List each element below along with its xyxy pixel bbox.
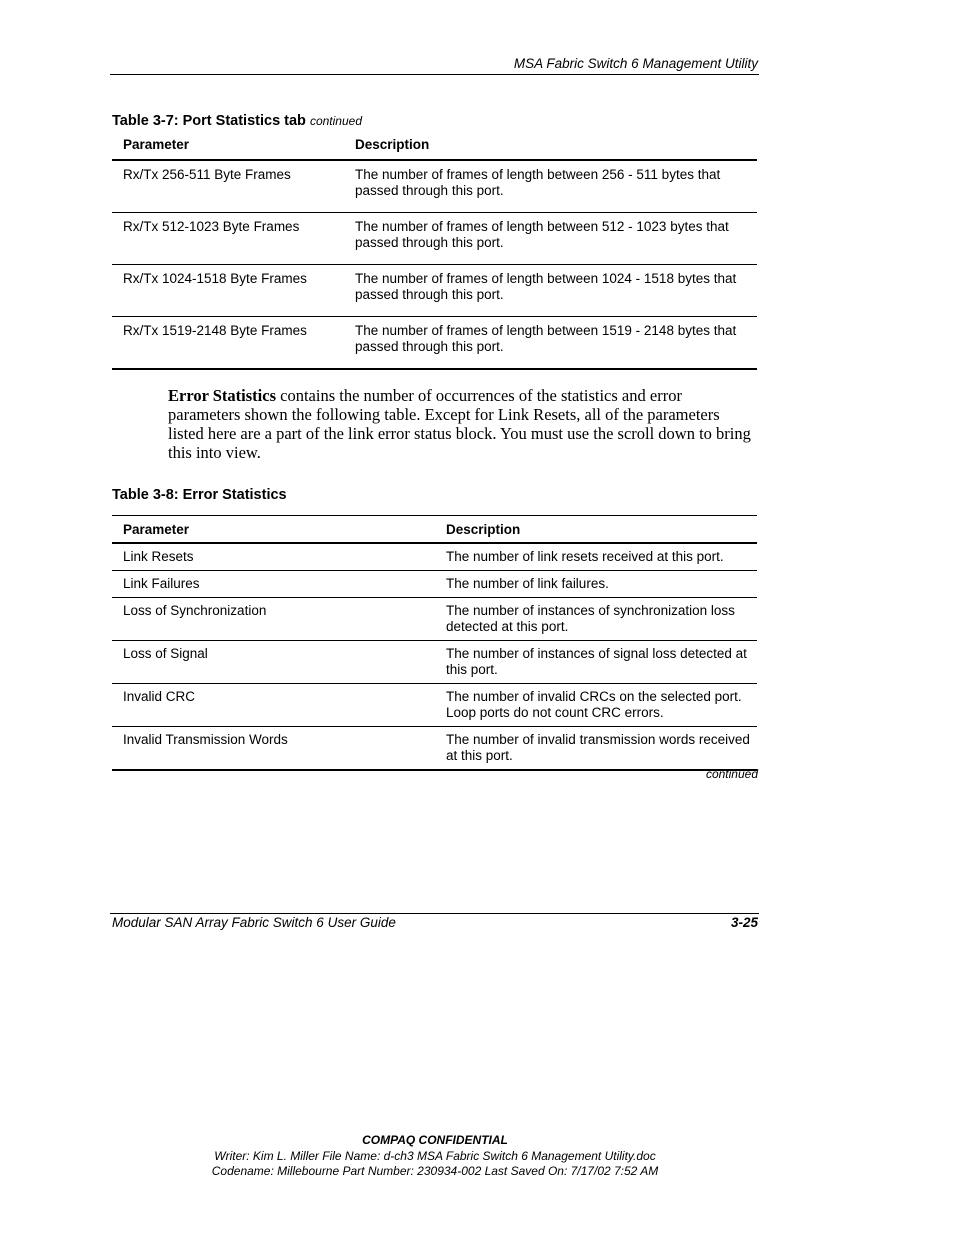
- confidential-notice: [0, 1133, 870, 1180]
- parameter-cell: Loss of Signal: [112, 641, 435, 684]
- description-cell: The number of instances of signal loss detected at this port.: [435, 641, 757, 684]
- table-row: [112, 641, 757, 684]
- table-header-row: [112, 516, 757, 544]
- description-cell: The number of instances of synchronization loss detected at this port.: [435, 598, 757, 641]
- confidential-line-3: Codename: Millebourne Part Number: 230934-002 Last Saved On: 7/17/02 7:52 AM: [211, 1164, 659, 1178]
- parameter-cell: Rx/Tx 256-511 Byte Frames: [112, 160, 344, 213]
- table-row: [112, 265, 757, 317]
- description-cell: The number of invalid transmission words received at this port.: [446, 732, 750, 763]
- description-cell: The number of frames of length between 1519 - 2148 bytes that passed through this port.: [355, 323, 737, 354]
- footer-rule: [110, 913, 759, 914]
- paragraph-body: contains the number of occurrences of the statistics and error parameters shown the following table. Except for Link Resets, all of the parameters listed here are a part of the link error status block. You must use the scroll down to bring this into view.: [168, 386, 751, 462]
- table-row: [112, 727, 757, 771]
- parameter-cell: Loss of Synchronization: [112, 598, 435, 641]
- table-continued-note: continued: [705, 767, 758, 781]
- running-header: MSA Fabric Switch 6 Management Utility: [513, 56, 758, 71]
- error-statistics-table: [112, 515, 757, 771]
- column-header-parameter: Parameter: [112, 516, 435, 544]
- header-rule: [110, 74, 759, 75]
- description-cell: The number of frames of length between 256 - 511 bytes that passed through this port.: [344, 160, 757, 213]
- table-row: [112, 543, 757, 571]
- table-header-row: [112, 136, 757, 160]
- parameter-cell: Rx/Tx 512-1023 Byte Frames: [112, 213, 344, 265]
- confidential-line-2: Writer: Kim L. Miller File Name: d-ch3 MSA Fabric Switch 6 Management Utility.doc: [214, 1148, 656, 1163]
- table-3-7-caption-text: Table 3-7: Port Statistics tab: [112, 113, 306, 129]
- description-cell: The number of link failures.: [435, 571, 757, 598]
- paragraph-lead-term: Error Statistics: [168, 386, 276, 405]
- parameter-cell: Rx/Tx 1024-1518 Byte Frames: [112, 265, 344, 317]
- parameter-cell: Invalid Transmission Words: [123, 732, 288, 747]
- parameter-cell: Rx/Tx 1519-2148 Byte Frames: [123, 323, 307, 338]
- description-cell: The number of frames of length between 512 - 1023 bytes that passed through this port.: [344, 213, 757, 265]
- port-statistics-table: [112, 136, 757, 370]
- column-header-parameter: Parameter: [112, 136, 344, 160]
- table-row: [112, 598, 757, 641]
- column-header-description: Description: [435, 516, 757, 544]
- parameter-cell: Link Failures: [112, 571, 435, 598]
- table-row: [112, 213, 757, 265]
- table-3-7-continued-note: continued: [309, 114, 362, 128]
- table-row: [112, 684, 757, 727]
- confidential-line-1: COMPAQ CONFIDENTIAL: [362, 1133, 508, 1147]
- table-row: [112, 160, 757, 213]
- error-statistics-paragraph: [168, 386, 758, 462]
- description-cell: The number of invalid CRCs on the selected port. Loop ports do not count CRC errors.: [435, 684, 757, 727]
- table-3-8-caption: Table 3-8: Error Statistics: [112, 487, 287, 503]
- description-cell: The number of frames of length between 1024 - 1518 bytes that passed through this port.: [344, 265, 757, 317]
- description-cell: The number of link resets received at this port.: [435, 543, 757, 571]
- column-header-description: Description: [344, 136, 757, 160]
- page-number: 3-25: [730, 915, 758, 930]
- table-3-7-caption: [112, 113, 362, 129]
- footer-guide-title: Modular SAN Array Fabric Switch 6 User Guide: [112, 915, 396, 930]
- table-row: [112, 571, 757, 598]
- table-row: [112, 317, 757, 370]
- parameter-cell: Invalid CRC: [112, 684, 435, 727]
- parameter-cell: Link Resets: [112, 543, 435, 571]
